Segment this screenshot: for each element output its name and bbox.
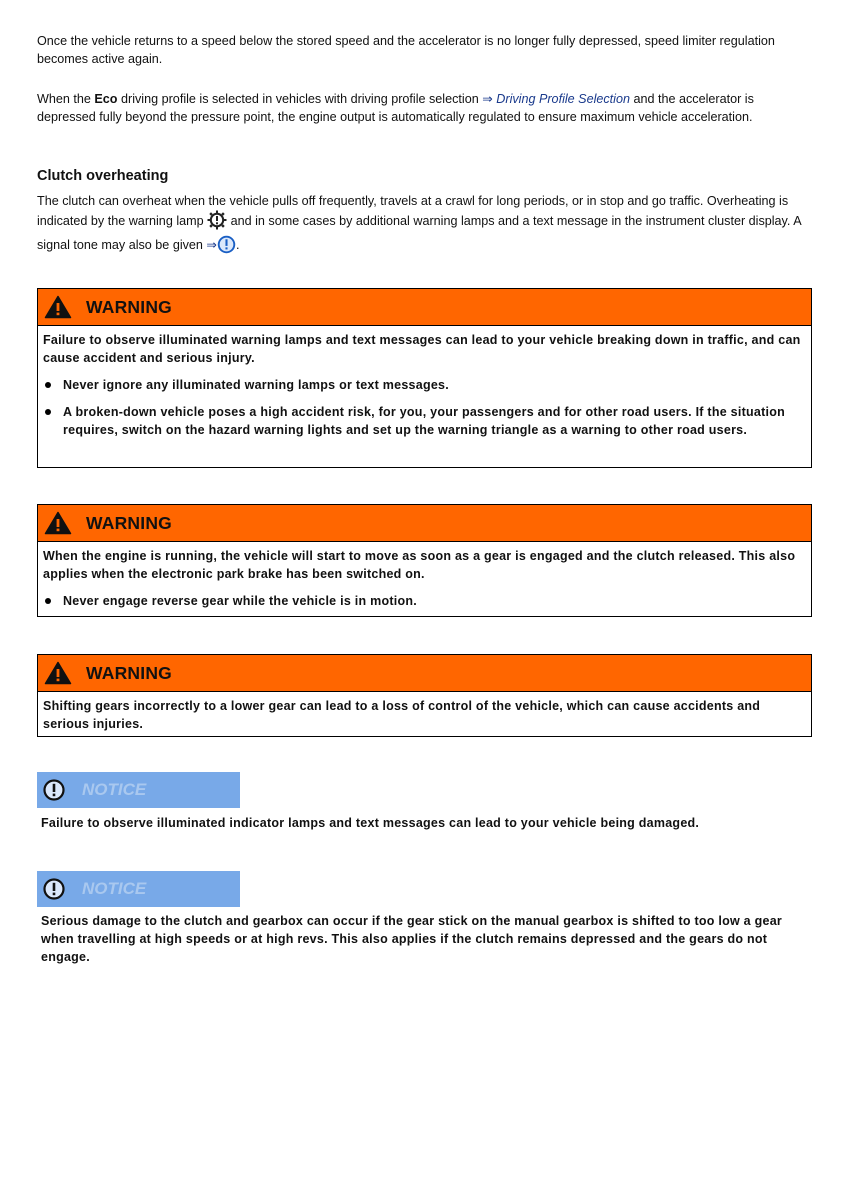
warning-bullet: Never engage reverse gear while the vehicle is in motion.: [43, 592, 805, 610]
driving-profile-link[interactable]: Driving Profile Selection: [492, 92, 630, 106]
eco-label: Eco: [94, 92, 118, 106]
warning-bullet: Never ignore any illuminated warning lamps or text messages.: [43, 376, 805, 394]
intro-paragraph-1: Once the vehicle returns to a speed below the stored speed and the accelerator is no longer fully depressed, speed limiter regulation becomes active again.: [37, 34, 775, 66]
warning-title: WARNING: [86, 296, 172, 317]
warning-box-1: [37, 288, 812, 468]
warning-header: [38, 655, 811, 692]
warning-triangle-icon: [44, 511, 72, 535]
warning-box-3: [37, 654, 812, 737]
section-body-part2: and in some cases by additional warning lamps and a text message in the instrument cluster display. A signal tone may also be given: [37, 214, 801, 252]
warning-text: Failure to observe illuminated warning lamps and text messages can lead to your vehicle breaking down in traffic, and can cause accident and serious injury.: [43, 333, 801, 365]
warning-bullet-list: [43, 376, 805, 439]
section-body: [37, 192, 812, 259]
section-body-end: .: [235, 238, 240, 252]
warning-body: [38, 542, 811, 617]
warning-header: [38, 289, 811, 326]
warning-title: WARNING: [86, 512, 172, 533]
warning-triangle-icon: [44, 661, 72, 685]
warning-body: [38, 326, 811, 446]
warning-text: Shifting gears incorrectly to a lower gear can lead to a loss of control of the vehicle, which can cause accidents and serious injuries.: [43, 699, 761, 731]
warning-title: WARNING: [86, 662, 172, 683]
notice-text-2: Serious damage to the clutch and gearbox can occur if the gear stick on the manual gearbox is shifted to too low a gear when travelling at high speeds or at high revs. This also applies if the clutch remains depressed and the gears do not engage.: [41, 914, 783, 964]
notice-xref-arrow: ⇒: [206, 238, 217, 252]
notice-title: NOTICE: [82, 780, 147, 799]
intro-paragraph-2: [37, 90, 812, 126]
para2-text-end: and the accelerator is depressed fully beyond the pressure point, the engine output is automatically regulated to ensure maximum vehicle acceleration.: [37, 92, 754, 124]
notice-title: NOTICE: [82, 879, 147, 898]
warning-body: [38, 692, 811, 740]
notice-reference-icon[interactable]: [217, 235, 236, 259]
warning-text: When the engine is running, the vehicle will start to move as soon as a gear is engaged and the clutch released. This also applies when the electronic park brake has been switched on.: [43, 549, 796, 581]
warning-bullet: A broken-down vehicle poses a high accident risk, for you, your passengers and for other road users. If the situation requires, switch on the hazard warning lights and set up the warning triangle as a warning to other road users.: [43, 403, 805, 439]
xref-arrow: ⇒: [482, 92, 493, 106]
warning-triangle-icon: [44, 295, 72, 319]
warning-box-2: [37, 504, 812, 617]
notice-header-1: [37, 772, 240, 808]
para2-text-start: When the: [37, 92, 95, 106]
clutch-warning-lamp-icon: [207, 210, 227, 235]
notice-header-2: [37, 871, 240, 907]
notice-text-1: Failure to observe illuminated indicator lamps and text messages can lead to your vehicle being damaged.: [41, 816, 700, 830]
warning-header: [38, 505, 811, 542]
section-body-part1: The clutch can overheat when the vehicle pulls off frequently, travels at a crawl for long periods, or in stop and go traffic. Overheating is indicated by the warning lamp: [37, 194, 789, 228]
section-title: Clutch overheating: [37, 168, 169, 184]
para2-text-mid: driving profile is selected in vehicles with driving profile selection: [117, 92, 483, 106]
notice-exclamation-icon: [42, 778, 66, 802]
warning-bullet-list: [43, 592, 805, 610]
notice-exclamation-icon: [42, 877, 66, 901]
